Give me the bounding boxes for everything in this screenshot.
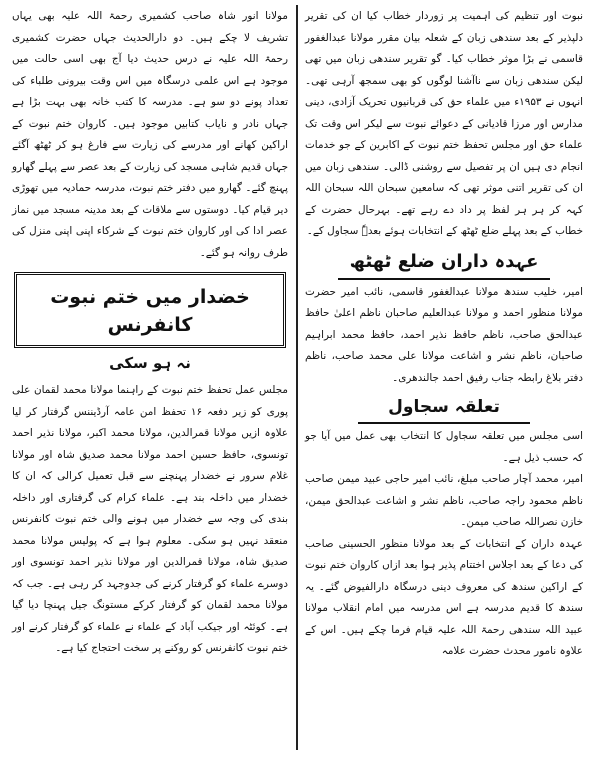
section-heading-thatta <box>305 247 583 280</box>
section-heading-thatta-text: عہدہ داران ضلع ٹھٹھ <box>338 247 551 280</box>
boxed-headline: خضدار میں ختم نبوت کانفرنس <box>14 272 286 348</box>
madrasa-paragraph: مولانا انور شاہ صاحب کشمیری رحمۃ اللہ علیہ بھی یہاں تشریف لا چکے ہیں۔ دو دارالحدیث جہاں حضرت کشمیری رحمۃ اللہ علیہ نے درس حدیث دیا آج بھی اسی حالت میں موجود ہے اس علمی درسگاہ میں اس وقت بیرونی طلباء کی تعداد پونے دو سو ہے۔ مدرسہ کا کتب خانہ بھی بہت بڑا ہے جہاں نادر و نایاب کتابیں موجود ہیں۔ کاروان ختم نبوت کے اراکین کھانے اور مدرسے کی زیارت سے فارغ ہو کر ٹھٹھ آگئے جہاں قدیم شاہی مسجد کی زیارت کے بعد عصر سے پہلے گھارو پہنچ گئے۔ گھارو میں دفتر ختم نبوت، مدرسہ حمادیہ میں تھوڑی دیر قیام کیا۔ دوستوں سے ملاقات کے بعد مدینہ مسجد میں نماز عصر ادا کی اور کاروان ختم نبوت کے شرکاء اپنی اپنی منزل کی طرف روانہ ہو گئے۔ <box>12 10 288 259</box>
sujawal-intro-paragraph: اسی مجلس میں تعلقہ سجاول کا انتخاب بھی عمل میں آیا جو کہ حسب ذیل ہے۔ <box>305 430 583 464</box>
right-column <box>305 6 583 663</box>
headline-subtitle: نہ ہو سکی <box>109 354 191 372</box>
section-heading-sujawal-text: تعلقہ سجاول <box>358 393 530 424</box>
closing-paragraph: عہدہ داران کے انتخابات کے بعد مولانا منظور الحسینی صاحب کی دعا کے بعد اجلاس اختتام پذیر ہوا بعد ازاں کاروان ختم نبوت کے اراکین سندھ کی معروف دینی درسگاہ دارالفیوض گئے۔ یہ سندھ کا قدیم مدرسہ ہے اس مدرسہ میں امام انقلاب مولانا عبید اللہ سندھی رحمۃ اللہ علیہ قیام فرما چکے ہیں۔ اس کے علاوہ نامور محدث حضرت علامہ <box>305 537 583 657</box>
intro-paragraph: نبوت اور تنظیم کی اہمیت پر زوردار خطاب کیا ان کی تقریر دلپذیر کے بعد سندھی زبان کے شعلہ بیان مقرر مولانا عبدالغفور قاسمی نے بڑا موثر خطاب کیا۔ گو تقریر سندھی زبان میں تھی لیکن سندھی زبان سے ناآشنا لوگوں کو بھی سمجھ آرہی تھی۔ انہوں نے ۱۹۵۳ء میں علماء حق کی قربانیوں تحریک آزادی، دینی مدارس اور مرزا قادیانی کے دعوائے نبوت سے لیکر اس وقت تک علماء حق اور مجلس تحفظ ختم نبوت کے اکابرین کے جو خدمات انجام دی ہیں ان پر تفصیل سے روشنی ڈالی۔ سندھی زبان میں ان کی تقریر اتنی موثر تھی کہ سامعین سبحان اللہ سبحان اللہ کہہ کر ہر ہر لفظ پر داد دے رہے تھے۔ بہرحال حضرت کے خطاب کے بعد پہلے ضلع ٹھٹھ کے انتخابات ہوئے بعدہٗ سجاول کے۔ <box>305 10 584 237</box>
khuzdar-news-paragraph: مجلس عمل تحفظ ختم نبوت کے راہنما مولانا محمد لقمان علی پوری کو زیر دفعہ ۱۶ تحفظ امن عامہ آرڈیننس گرفتار کر لیا علاوہ ازیں مولانا قمرالدین، مولانا محمد اکبر، مولانا نذیر احمد تونسوی، حافظ حسین احمد مولانا محمد صدیق شاہ اور مولانا غلام سرور نے خضدار پہنچنے سے قبل تعمیل کرالی کہ ان کا خضدار میں داخلہ بند ہے۔ علماء کرام کی گرفتاری اور داخلہ بندی کی وجہ سے خضدار میں ہونے والی ختم نبوت کانفرنس منعقد نہیں ہو سکی۔ معلوم ہوا ہے کہ پولیس مولانا محمد صدیق شاہ، مولانا قمرالدین اور مولانا نذیر احمد تونسوی اور دوسرے علماء کو گرفتار کرنے کی جدوجہد کر رہی ہے۔ جب کہ مولانا محمد لقمان کو گرفتار کرکے مستونگ جیل پہنچا دیا گیا ہے۔ کوئٹہ اور جیکب آباد کے علماء نے علماء کو گرفتار کرنے اور ختم نبوت کانفرنس کو روکنے پر سخت احتجاج کیا ہے۔ <box>12 384 288 654</box>
sujawal-members-paragraph: امیر، محمد آچار صاحب مبلغ، نائب امیر حاجی عبید میمن صاحب ناظم محمود راجہ صاحب، ناظم نشر و اشاعت عبدالحق میمن، خازن نصراللہ صاحب میمن۔ <box>305 473 583 528</box>
left-column <box>12 6 288 660</box>
column-divider <box>296 5 298 750</box>
section-heading-sujawal <box>305 393 583 424</box>
office-bearers-paragraph: امیر، خلیب سندھ مولانا عبدالغفور قاسمی، نائب امیر حضرت مولانا منظور احمد و مولانا عبدالعلیم صاحبان ناظم اعلیٰ حافظ عبدالحق صاحب، ناظم حافظ نذیر احمد، حافظ محمد ابراہیم صاحبان، ناظم نشر و اشاعت مولانا علی محمد صاحب، ناظم دفتر بلاغ رابطہ جناب رفیق احمد جالندھری۔ <box>305 285 583 384</box>
